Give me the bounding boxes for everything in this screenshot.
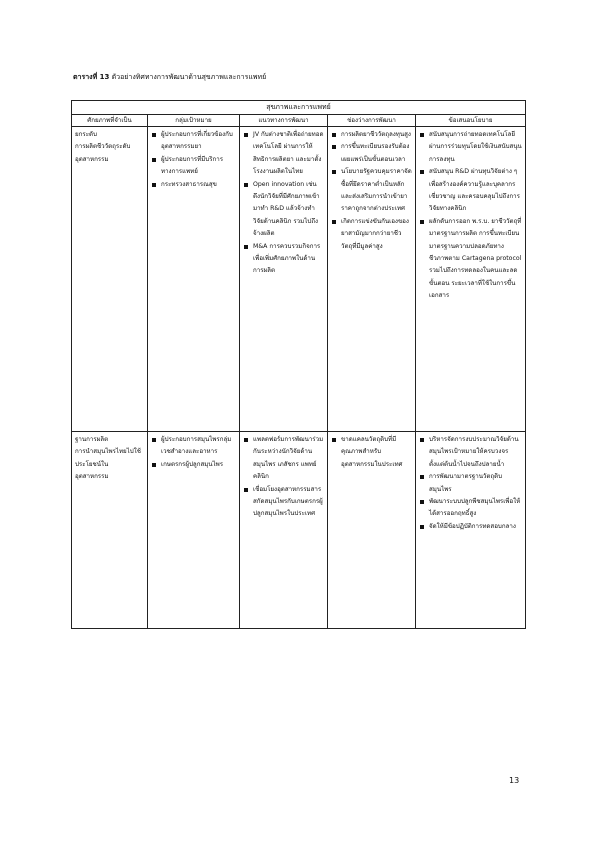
target-cell [148, 127, 240, 432]
list-item: สนับสนุนการถ่ายทอดเทคโนโลยี ผ่านการร่วมทุนโดยใช้เงินสนับสนุนการลงทุน [419, 129, 522, 166]
capability-line: อุตสาหกรรม [75, 473, 109, 481]
list-item: พัฒนาระบบปลูกพืชสมุนไพรเพื่อให้ได้สารออกฤทธิ์สูง [419, 496, 522, 521]
capability-line: การนำสมุนไพรไทยไปใช้ [75, 448, 141, 456]
target-list [151, 129, 236, 191]
capability-line: ประโยชน์ใน [75, 460, 109, 468]
list-item: Open innovation เช่น ดึงนักวิจัยที่มีศักยภาพเข้ามาทำ R&D แล้วจ้างทำวิจัยด้านคลินิก รวมไปถึงจ้างผลิต [243, 179, 324, 241]
list-item: ขาดแคลนวัตถุดิบที่มีคุณภาพสำหรับอุตสาหกรรมในประเทศ [331, 434, 412, 471]
list-item: เกษตรกรผู้ปลูกสมุนไพร [151, 459, 236, 471]
capability-line: ยกระดับ [75, 131, 97, 138]
policy-list [419, 434, 522, 533]
list-item: JV กับต่างชาติเพื่อถ่ายทอดเทคโนโลยี ผ่านการให้สิทธิการผลิตยา และมาตั้งโรงงานผลิตในไทย [243, 129, 324, 179]
capability-line: อุตสาหกรรม [75, 155, 109, 163]
caption-label: ตารางที่ 13 [73, 73, 110, 81]
list-item: บริหารจัดการงบประมาณวิจัยด้านสมุนไพรเป้าหมายให้ครบวงจรตั้งแต่ต้นน้ำไปจนถึงปลายน้ำ [419, 434, 522, 471]
list-item: การผลิตยาชีววัตถุลงทุนสูง [331, 129, 412, 141]
target-list [151, 434, 236, 471]
approach-cell [240, 432, 328, 629]
gap-cell [328, 432, 416, 629]
list-item: เกิดการแข่งขันกันเองของยาสามัญมากกว่ายาชีววัตถุที่มีมูลค่าสูง [331, 216, 412, 253]
list-item: ผู้ประกอบการที่เกี่ยวข้องกับอุตสาหกรรมยา [151, 129, 236, 154]
list-item: แพลตฟอร์มการพัฒนาร่วมกันระหว่างนักวิจัยด้านสมุนไพร เภสัชกร แพทย์ คลินิก [243, 434, 324, 484]
approach-list [243, 434, 324, 521]
list-item: M&A การควบรวมกิจการเพื่อเพิ่มศักยภาพในด้านการผลิต [243, 241, 324, 278]
gap-list [331, 129, 412, 253]
policy-cell [416, 127, 526, 432]
list-item: ผู้ประกอบการสมุนไพรกลุ่มเวชสำอางและอาหาร [151, 434, 236, 459]
approach-cell [240, 127, 328, 432]
list-item: นโยบายรัฐควบคุมราคาจัดซื้อที่ยึดราคาต่ำเป็นหลัก และส่งเสริมการนำเข้ายาราคาถูกจากต่างประเทศ [331, 166, 412, 216]
gap-cell [328, 127, 416, 432]
target-cell [148, 432, 240, 629]
list-item: จัดให้มีข้อปฏิบัติการทดสอบกลาง [419, 521, 522, 533]
column-header-capability: ศักยภาพที่จำเป็น [72, 115, 148, 127]
approach-list [243, 129, 324, 278]
group-header: สุขภาพและการแพทย์ [72, 101, 526, 115]
list-item: การพัฒนามาตรฐานวัตถุดิบสมุนไพร [419, 471, 522, 496]
column-header-policy: ข้อเสนอนโยบาย [416, 115, 526, 127]
column-header-approach: แนวทางการพัฒนา [240, 115, 328, 127]
caption-text: ตัวอย่างทิศทางการพัฒนาด้านสุขภาพและการแพทย์ [111, 73, 267, 81]
gap-list [331, 434, 412, 471]
column-header-target: กลุ่มเป้าหมาย [148, 115, 240, 127]
policy-list [419, 129, 522, 303]
development-direction-table [71, 100, 526, 629]
column-header-gap: ช่องว่างการพัฒนา [328, 115, 416, 127]
page-number: 13 [509, 776, 520, 785]
capability-cell [72, 432, 148, 629]
table-row [72, 127, 526, 432]
table-row [72, 432, 526, 629]
list-item: เชื่อมโยงอุตสาหกรรมสารสกัดสมุนไพรกับเกษตรกรผู้ปลูกสมุนไพรในประเทศ [243, 484, 324, 521]
capability-line: การผลิตชีววัตถุระดับ [75, 143, 131, 151]
list-item: กระทรวงสาธารณสุข [151, 179, 236, 191]
policy-cell [416, 432, 526, 629]
list-item: ผลักดันการออก พ.ร.บ. ยาชีววัตถุที่มาตรฐานการผลิต การขึ้นทะเบียน มาตรฐานความปลอดภัยทางชีวภาพตาม Cartagena protocol รวมไปถึงการทดลองในคนและลดขั้นตอน ระยะเวลาที่ใช้ในการขึ้นเอกสาร [419, 216, 522, 303]
list-item: สนับสนุน R&D ผ่านทุนวิจัยต่าง ๆ เพื่อสร้างองค์ความรู้และบุคลากรเชี่ยวชาญ และครอบคลุมไปถึงการวิจัยทางคลินิก [419, 166, 522, 216]
capability-cell [72, 127, 148, 432]
table-caption [73, 72, 523, 82]
list-item: การขึ้นทะเบียนรองรับต้องเผยแพร่เป็นขั้นตอนเวลา [331, 141, 412, 166]
list-item: ผู้ประกอบการที่มีบริการทางการแพทย์ [151, 154, 236, 179]
capability-line: ฐานการผลิต [75, 436, 109, 443]
